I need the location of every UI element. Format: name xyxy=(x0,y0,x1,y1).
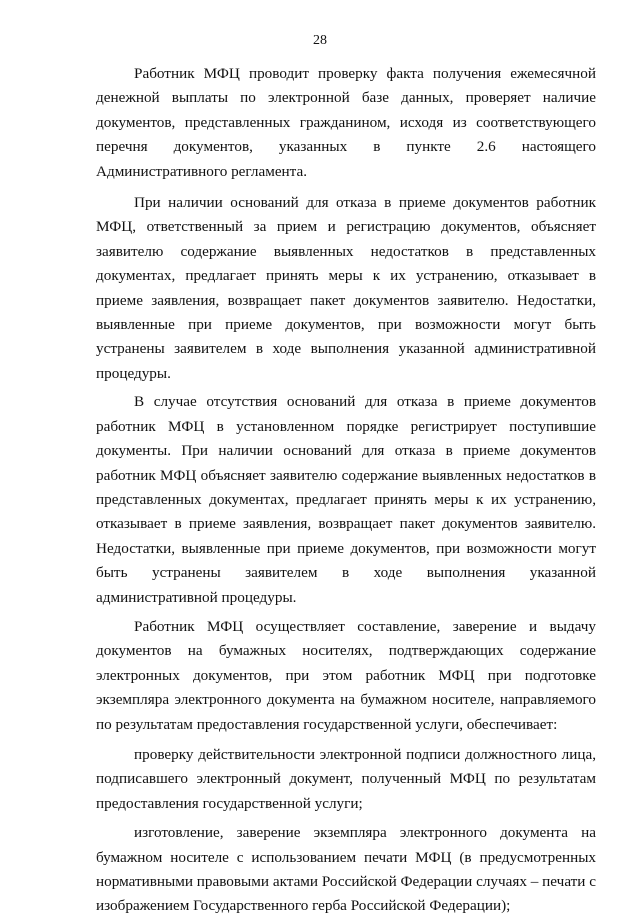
paragraph-signature-check: проверку действительности электронной подписи должностного лица, подписавшего электронный документ, полученный МФЦ по результатам предоставления государственной услуги; xyxy=(96,745,596,812)
page-number: 28 xyxy=(313,33,327,48)
paragraph-certification: изготовление, заверение экземпляра электронного документа на бумажном носителе с использованием печати МФЦ (в предусмотренных нормативными правовыми актами Российской Федерации случаях – печати с изображением Государственного герба Российской Федерации); xyxy=(96,824,596,915)
document-body xyxy=(96,62,596,919)
paragraph-refusal-grounds: При наличии оснований для отказа в приеме документов работник МФЦ, ответственный за прием и регистрацию документов, объясняет заявителю содержание выявленных недостатков в представленных документах, предлагает принять меры к их устранению, отказывает в приеме заявления, возвращает пакет документов заявителю. Недостатки, выявленные при приеме документов, при возможности могут быть устранены заявителем в ходе выполнения указанной административной процедуры. xyxy=(96,194,596,382)
paragraph-verification: Работник МФЦ проводит проверку факта получения ежемесячной денежной выплаты по электронной базе данных, проверяет наличие документов, представленных гражданином, исходя из соответствующего перечня документов, указанных в пункте 2.6 настоящего Административного регламента. xyxy=(96,65,596,180)
paragraph-registration: В случае отсутствия оснований для отказа в приеме документов работник МФЦ в установленном порядке регистрирует поступившие документы. При наличии оснований для отказа в приеме документов работник МФЦ объясняет заявителю содержание выявленных недостатков в представленных документах, предлагает принять меры к их устранению, отказывает в приеме заявления, возвращает пакет документов заявителю. Недостатки, выявленные при приеме документов, при возможности могут быть устранены заявителем в ходе выполнения указанной административной процедуры. xyxy=(96,393,596,606)
paragraph-paper-copies: Работник МФЦ осуществляет составление, заверение и выдачу документов на бумажных носителях, подтверждающих содержание электронных документов, при этом работник МФЦ при подготовке экземпляра электронного документа на бумажном носителе, направляемого по результатам предоставления государственной услуги, обеспечивает: xyxy=(96,617,596,733)
